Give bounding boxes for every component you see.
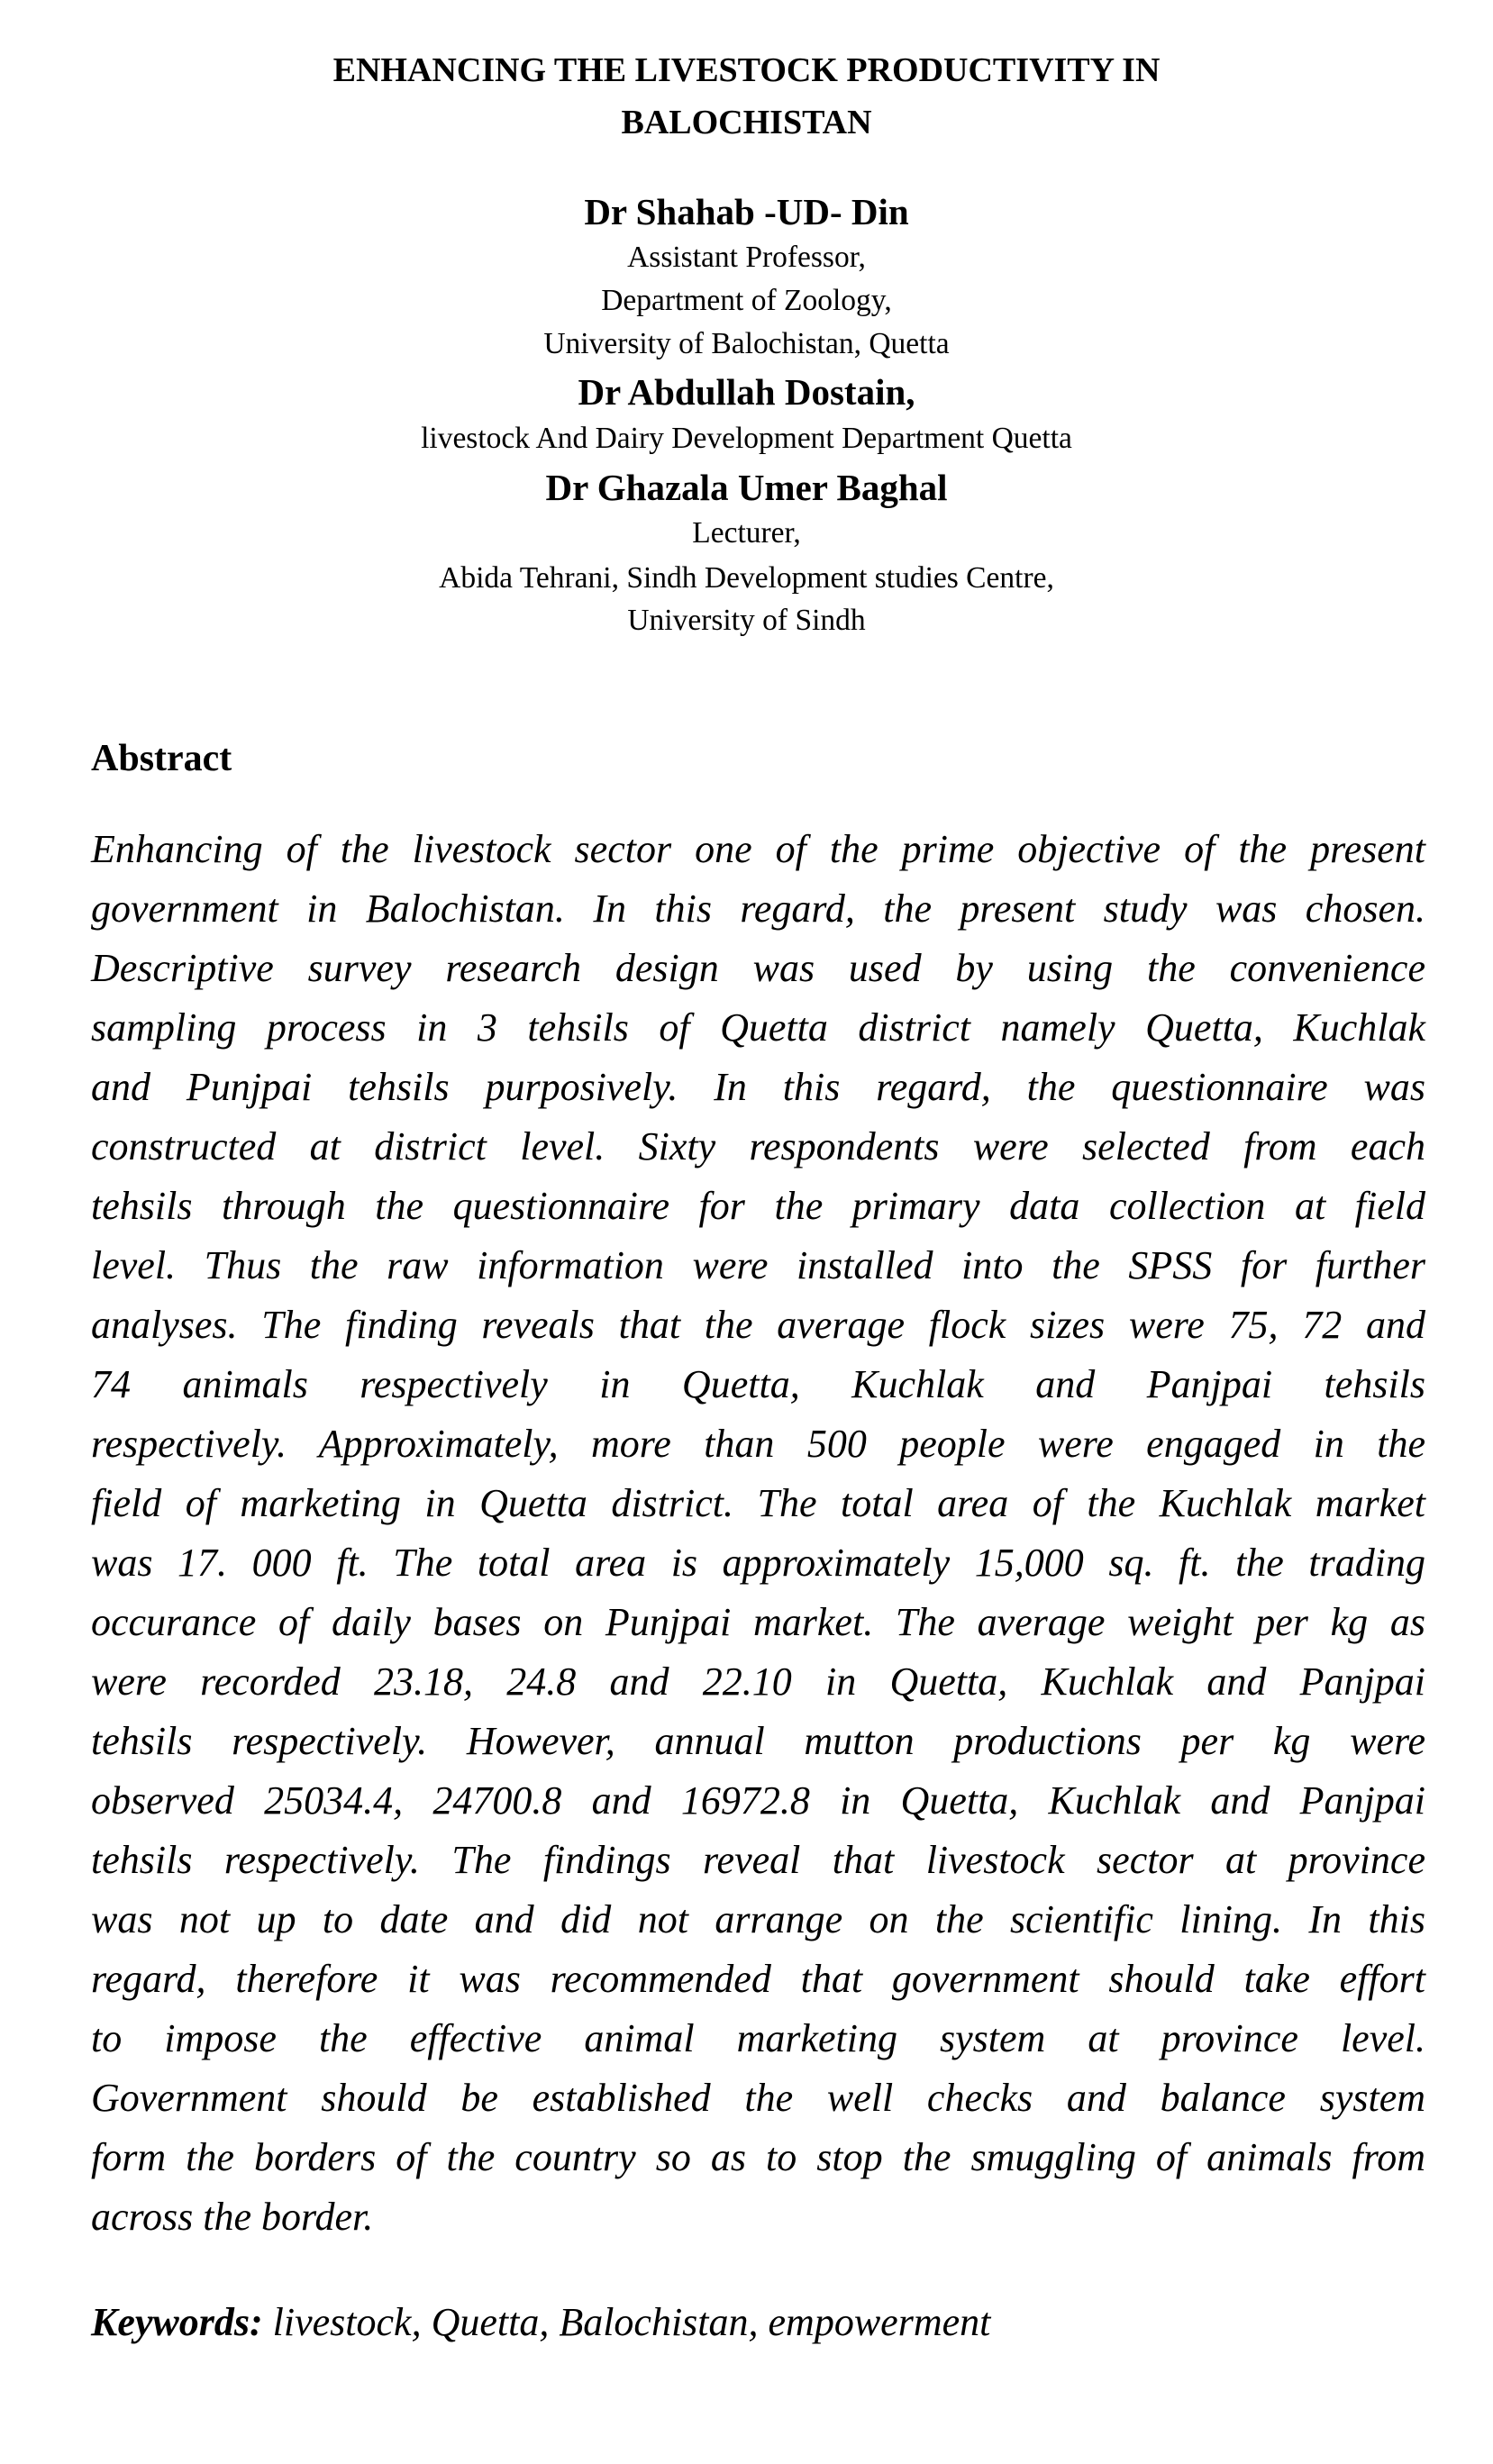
abstract-line: were recorded 23.18, 24.8 and 22.10 in Quetta, Kuchlak and Panjpai [91, 1659, 1425, 1704]
author-name: Dr Abdullah Dostain, [578, 371, 915, 413]
author-affiliation: Assistant Professor, [627, 241, 866, 274]
abstract-line: analyses. The finding reveals that the average flock sizes were 75, 72 and [91, 1303, 1425, 1347]
abstract-line: across the border. [91, 2195, 374, 2239]
keywords-list: livestock, Quetta, Balochistan, empowerment [272, 2300, 991, 2344]
abstract-line: was 17. 000 ft. The total area is approximately 15,000 sq. ft. the trading [91, 1541, 1425, 1585]
abstract-line: Government should be established the well checks and balance system [91, 2076, 1425, 2120]
paper-title-line-1: ENHANCING THE LIVESTOCK PRODUCTIVITY IN [332, 51, 1161, 89]
abstract-line: constructed at district level. Sixty respondents were selected from each [91, 1124, 1425, 1168]
abstract-heading: Abstract [91, 738, 232, 779]
abstract-line: field of marketing in Quetta district. The total area of the Kuchlak market [91, 1481, 1425, 1525]
author-affiliation: University of Balochistan, Quetta [543, 327, 950, 360]
keywords [91, 2296, 990, 2350]
abstract-line: sampling process in 3 tehsils of Quetta district namely Quetta, Kuchlak [91, 1005, 1425, 1050]
author-affiliation: University of Sindh [627, 604, 866, 637]
abstract-line: tehsils through the questionnaire for the primary data collection at field [91, 1184, 1425, 1228]
abstract-line: Enhancing of the livestock sector one of the prime objective of the present [91, 827, 1425, 871]
abstract-line: tehsils respectively. The findings reveal that livestock sector at province [91, 1838, 1425, 1882]
author-name: Dr Ghazala Umer Baghal [545, 467, 948, 508]
author-affiliation: livestock And Dairy Development Department Quetta [421, 422, 1072, 455]
abstract-line: respectively. Approximately, more than 500 people were engaged in the [91, 1422, 1425, 1466]
abstract-line: occurance of daily bases on Punjpai market. The average weight per kg as [91, 1600, 1425, 1644]
abstract-line: level. Thus the raw information were installed into the SPSS for further [91, 1243, 1425, 1287]
author-affiliation: Department of Zoology, [601, 284, 892, 317]
abstract-line: Descriptive survey research design was used by using the convenience [91, 946, 1425, 990]
abstract-line: to impose the effective animal marketing system at province level. [91, 2016, 1425, 2060]
abstract-line: and Punjpai tehsils purposively. In this regard, the questionnaire was [91, 1065, 1425, 1109]
abstract-line: 74 animals respectively in Quetta, Kuchlak and Panjpai tehsils [91, 1362, 1425, 1406]
author-affiliation: Lecturer, [692, 516, 801, 550]
paper-title-line-2: BALOCHISTAN [621, 104, 872, 141]
author-name: Dr Shahab -UD- Din [584, 191, 909, 232]
abstract-line: form the borders of the country so as to stop the smuggling of animals from [91, 2135, 1425, 2179]
abstract-line: observed 25034.4, 24700.8 and 16972.8 in Quetta, Kuchlak and Panjpai [91, 1778, 1425, 1823]
abstract-line: government in Balochistan. In this regard, the present study was chosen. [91, 886, 1425, 931]
abstract-line: tehsils respectively. However, annual mutton productions per kg were [91, 1719, 1425, 1763]
abstract-line: regard, therefore it was recommended that government should take effort [91, 1957, 1425, 2001]
author-affiliation: Abida Tehrani, Sindh Development studies Centre, [439, 561, 1054, 595]
keywords-label: Keywords: [91, 2300, 263, 2344]
abstract-line: was not up to date and did not arrange on the scientific lining. In this [91, 1897, 1425, 1941]
abstract-body [91, 820, 1425, 2247]
